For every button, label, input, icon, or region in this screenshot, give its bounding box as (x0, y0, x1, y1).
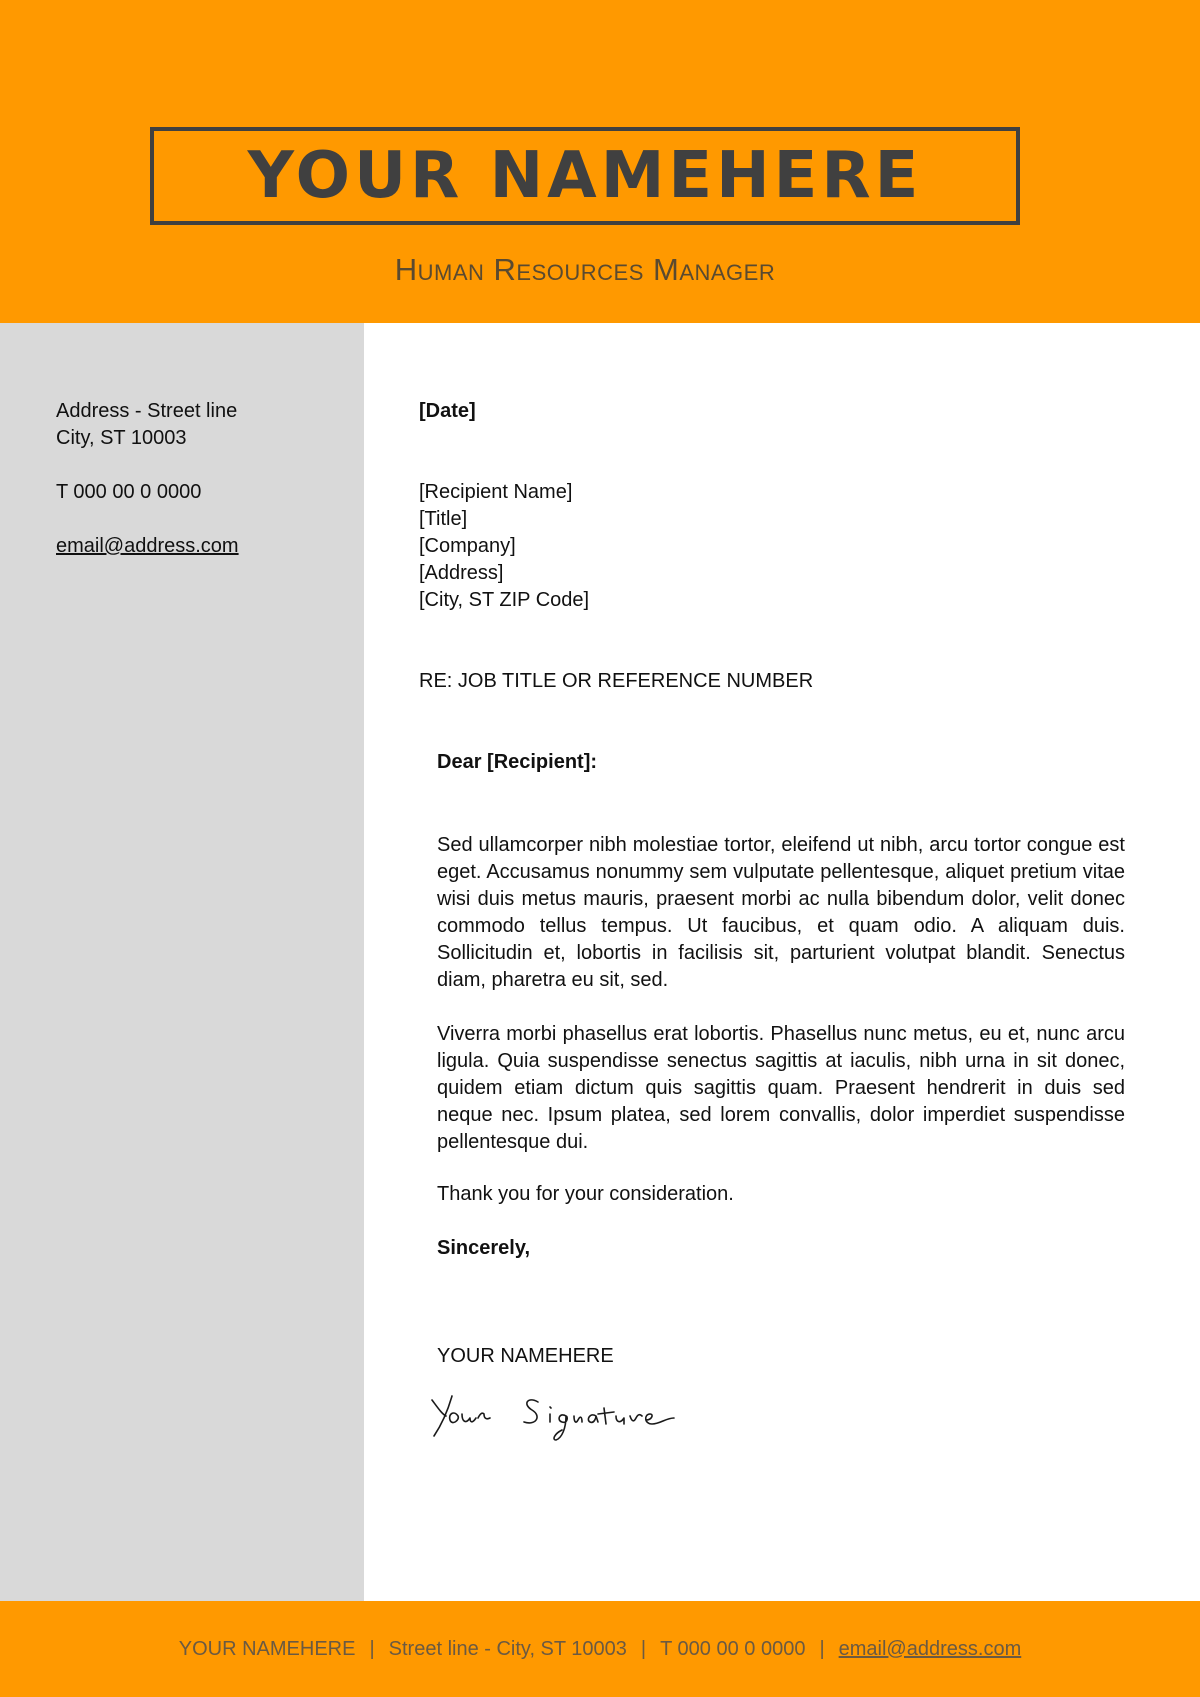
name-box (150, 127, 1020, 225)
email-link[interactable]: email@address.com (56, 535, 239, 557)
footer-phone: T 000 00 0 0000 (660, 1637, 806, 1660)
footer-address: Street line - City, ST 10003 (388, 1637, 627, 1660)
job-title: Human Resources Manager (394, 252, 776, 287)
footer-separator: | (819, 1637, 825, 1660)
header-band (0, 0, 1200, 323)
signature-image (428, 1388, 728, 1444)
recipient-city: [City, ST ZIP Code] (419, 589, 590, 611)
phone-number: T 000 00 0 0000 (56, 481, 202, 503)
letter-date: [Date] (419, 400, 476, 422)
salutation: Dear [Recipient]: (437, 751, 598, 773)
signer-name: YOUR NAMEHERE (437, 1345, 614, 1367)
footer-name: YOUR NAMEHERE (178, 1637, 356, 1660)
address-line-1: Address - Street line (56, 400, 238, 422)
footer-email-link[interactable]: email@address.com (838, 1637, 1022, 1660)
recipient-company: [Company] (419, 535, 516, 557)
paragraph-1: Sed ullamcorper nibh molestiae tortor, eleifend ut nibh, arcu tortor congue est eget. Accusamus nonummy sem vulputate pellentesque, aliquet pretium vitae wisi duis metus mauris, praesent morbi ac nulla bibendum dolor, velit donec commodo tellus tempus. Ut faucibus, et quam odio. A aliquam duis. Sollicitudin et, lobortis in facilisis sit, parturient volutpat blandit. Senectus diam, pharetra eu sit, sed. (437, 834, 1125, 991)
footer-separator: | (369, 1637, 375, 1660)
contact-sidebar (0, 323, 364, 1601)
recipient-address: [Address] (419, 562, 504, 584)
sign-off: Sincerely, (437, 1237, 531, 1259)
applicant-name: YOUR NAMEHERE (247, 139, 923, 213)
footer-band (0, 1601, 1200, 1697)
closing-line: Thank you for your consideration. (437, 1183, 734, 1205)
address-line-2: City, ST 10003 (56, 427, 187, 449)
recipient-name: [Recipient Name] (419, 481, 573, 503)
paragraph-2: Viverra morbi phasellus erat lobortis. Phasellus nunc metus, eu et, nunc arcu ligula. Quia suspendisse senectus sagittis at iaculis, nibh urna in sit donec, quidem etiam dictum quis sagittis quam. Praesent hendrerit in duis sed neque nec. Ipsum platea, sed lorem convallis, dolor imperdiet suspendisse pellentesque dui. (437, 1023, 1125, 1153)
recipient-title: [Title] (419, 508, 468, 530)
footer-separator: | (640, 1637, 647, 1660)
re-line: RE: JOB TITLE OR REFERENCE NUMBER (419, 670, 814, 692)
